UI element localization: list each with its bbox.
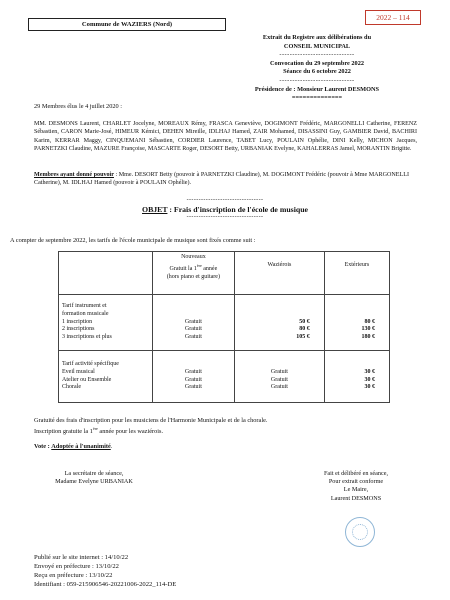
header-divider: ----------------------------- — [279, 51, 355, 59]
cell-value: 130 € — [361, 326, 375, 333]
cell-value: 80 € — [299, 326, 310, 333]
free-line-2 — [34, 425, 267, 436]
official-seal-icon — [345, 517, 375, 547]
seal-inner-ring — [352, 524, 368, 540]
cell-value: 80 € — [364, 318, 375, 325]
mayor-line-1: Fait et délibéré en séance, — [323, 470, 389, 477]
header-rule: ============== — [291, 94, 343, 102]
table-row — [59, 350, 390, 402]
head-gratuit-text: Gratuit la 1 — [169, 265, 197, 272]
members-intro: 29 Membres élus le 4 juillet 2020 : — [34, 103, 122, 110]
header-divider-2: ----------------------------- — [279, 76, 355, 84]
vote-result — [34, 443, 112, 450]
group1-title: Tarif instrument et — [62, 303, 107, 309]
sent-date: Envoyé en préfecture : 13/10/22 — [34, 563, 119, 570]
row-label: Eveil musical — [62, 368, 95, 375]
free-line-2b: année pour les waziérois. — [97, 428, 164, 436]
row-label: 3 inscriptions et plus — [62, 334, 112, 341]
free-sup: ère — [92, 426, 98, 432]
published-date: Publié sur le site internet : 14/10/22 — [34, 554, 129, 561]
free-line-2a: Inscription gratuite la 1 — [34, 428, 93, 436]
row-label: 1 inscription — [62, 318, 93, 325]
group2-labels — [59, 350, 153, 402]
cell-value: Gratuit — [184, 326, 202, 333]
cell-value: Gratuit — [184, 384, 202, 391]
secretary-title: La secrétaire de séance, — [64, 470, 124, 477]
publication-footer — [34, 553, 176, 589]
tariffs-intro: A compter de septembre 2022, les tarifs de l'école municipale de musique sont fixés comme suit : — [10, 237, 256, 244]
table-header-residents: Waziérois — [235, 252, 325, 295]
cell-value: Gratuit — [184, 318, 202, 325]
vote-end: . — [110, 443, 113, 450]
row-label: Chorale — [62, 384, 81, 391]
group1-subtitle: formation musicale — [62, 310, 109, 317]
document-header — [232, 34, 402, 103]
free-line-1: Gratuité des frais d'inscription pour les musiciens de l'Harmonie Municipale et de la chorale. — [34, 417, 268, 424]
mayor-title: Le Maire, — [343, 486, 369, 494]
cell-value: Gratuit — [184, 368, 202, 375]
head-annee: année — [201, 265, 218, 272]
head-gratuit — [156, 262, 231, 274]
group1-outside — [324, 295, 389, 351]
objet-divider-bottom: -------------------------------- — [186, 214, 264, 220]
cell-value: 30 € — [364, 376, 375, 383]
table-row — [59, 295, 390, 351]
cell-value: 180 € — [361, 334, 375, 341]
free-registration-note — [34, 417, 267, 437]
group2-new — [152, 350, 234, 402]
row-label: 2 inscriptions — [62, 326, 95, 333]
presidency: Présidence de : Monsieur Laurent DESMONS — [254, 85, 380, 93]
table-header-row — [59, 252, 390, 295]
register-line: Extrait du Registre aux délibérations du — [262, 34, 372, 41]
vote-value: Adoptée à l'unanimité — [51, 443, 111, 450]
secretary-name: Madame Evelyne URBANIAK — [55, 478, 133, 486]
commune-box: Commune de WAZIERS (Nord) — [28, 18, 226, 31]
head-nouveaux: Nouveaux — [181, 254, 206, 260]
table-header-empty — [59, 252, 153, 295]
proxies-text: : Mme. DESORT Betty (pouvoir à PARNETZKI Claudine), M. DOGIMONT Frédéric (pouvoir à Mme MARGONELLI Catherine), M. IDLHAJ Hamed (pouvoir à POULAIN Ophélie). — [34, 172, 410, 187]
tariffs-table — [58, 251, 390, 403]
members-list: MM. DESMONS Laurent, CHARLET Jocelyne, MOREAUX Rémy, FRASCA Geneviève, DOGIMONT Frédéric, MARGONELLI Catherine, FERENZ Sébastien, CARON Marie-José, HIMEUR Kémici, DEHEN Mireille, IDLHAJ Hamed, ZAIR Mohamed, DISASSINI Guy, GAMBIER David, BACHIRI Karim, KERRAR Maggy, CINQUEMANI Sébastien, CORDIER Laurence, TABET Lucy, POULAIN Ophélie, DINI Kelly, MICHON Jacques, PARNETZKI Claudine, MAZURE Françoise, MASCARTE Roger, DESORT Betty, URBANIAK Evelyne, KAHALERRAS Jamel, MORANTIN Brigitte. — [34, 121, 417, 153]
group1-residents — [235, 295, 325, 351]
cell-value: Gratuit — [270, 376, 288, 383]
head-sup: ère — [196, 262, 202, 268]
objet-title — [100, 205, 350, 214]
cell-value: Gratuit — [184, 376, 202, 383]
group2-outside — [324, 350, 389, 402]
objet-divider-top: -------------------------------- — [186, 197, 264, 203]
group1-new — [152, 295, 234, 351]
objet-label: OBJET — [142, 205, 168, 214]
table-header-outside: Extérieurs — [324, 252, 389, 295]
row-label: Atelier ou Ensemble — [62, 376, 112, 383]
reference-number: 2022 – 114 — [365, 10, 421, 25]
council-title: CONSEIL MUNICIPAL — [283, 42, 351, 50]
cell-value: 50 € — [299, 318, 310, 325]
table-header-new — [152, 252, 234, 295]
group2-title: Tarif activité spécifique — [62, 360, 119, 367]
mayor-line-2: Pour extrait conforme — [328, 478, 384, 486]
session-date: Séance du 6 octobre 2022 — [283, 68, 351, 76]
vote-label: Vote : — [34, 443, 50, 450]
cell-value: Gratuit — [270, 384, 288, 391]
received-date: Reçu en préfecture : 13/10/22 — [34, 572, 113, 579]
cell-value: Gratuit — [270, 368, 288, 375]
proxies-paragraph — [34, 171, 417, 188]
mayor-name: Laurent DESMONS — [330, 494, 382, 502]
cell-value: 105 € — [296, 334, 310, 341]
document-identifier: Identifiant : 059-215906546-20221006-2022_114-DE — [34, 581, 177, 588]
cell-value: 30 € — [364, 368, 375, 375]
secretary-signature — [30, 470, 158, 486]
group1-labels — [59, 295, 153, 351]
mayor-signature — [302, 470, 410, 503]
cell-value: Gratuit — [184, 334, 202, 341]
proxies-label: Membres ayant donné pouvoir — [34, 172, 114, 178]
cell-value: 30 € — [364, 384, 375, 391]
convocation-date: Convocation du 29 septembre 2022 — [270, 59, 364, 67]
objet-text: : Frais d'inscription de l'école de musique — [167, 205, 308, 214]
head-hors: (hors piano et guitare) — [166, 273, 220, 280]
group2-residents — [235, 350, 325, 402]
